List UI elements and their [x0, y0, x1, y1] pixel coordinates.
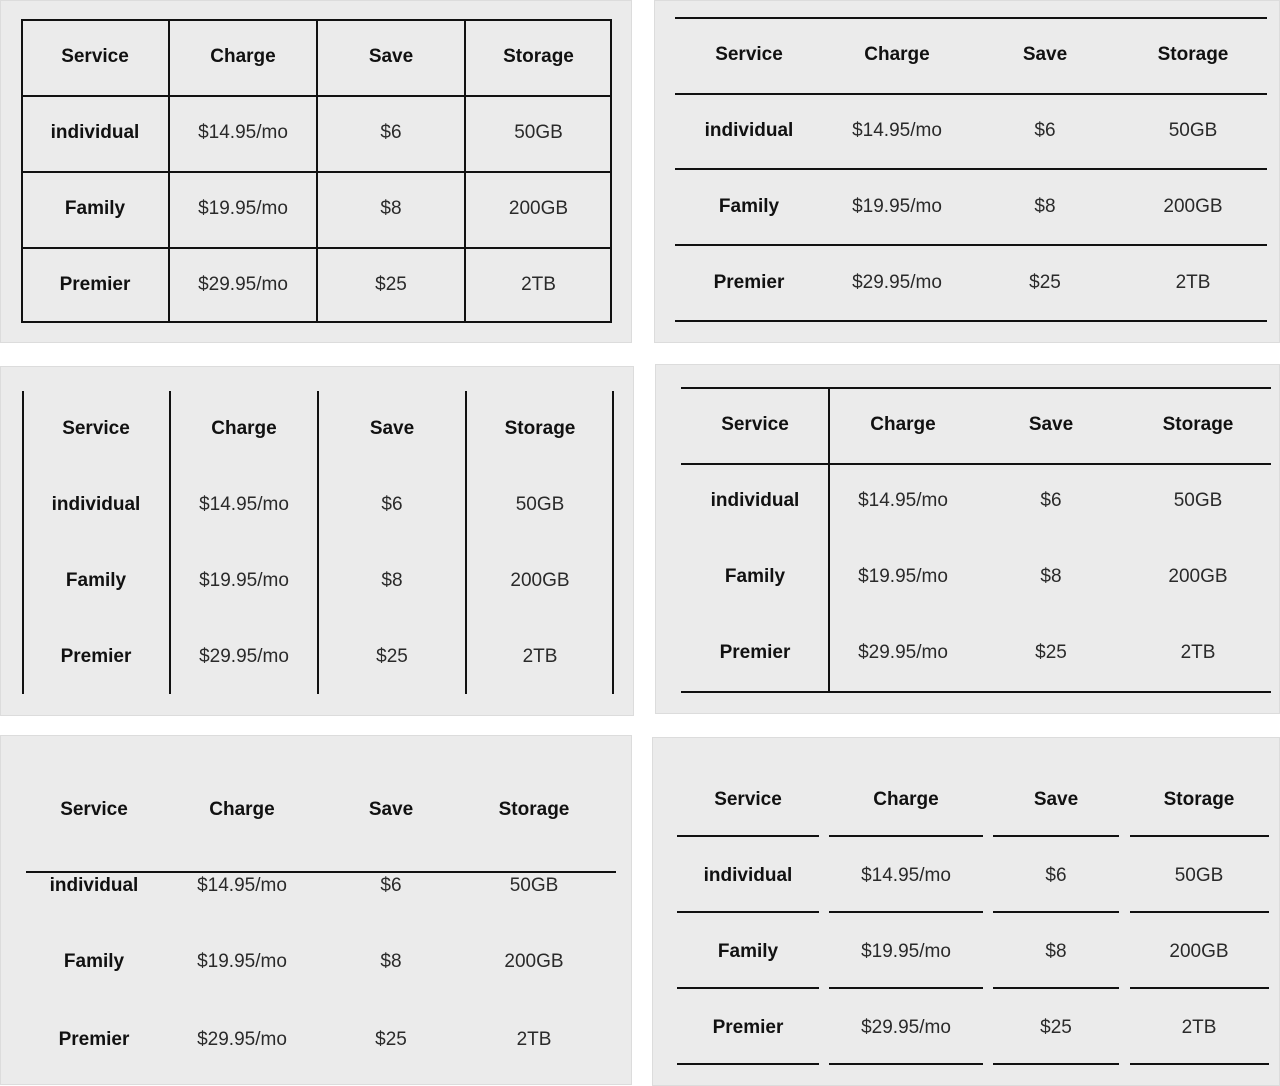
header-service: Service [714, 789, 782, 810]
table-variant-horizontal-rules [654, 0, 1280, 343]
cell-charge: $14.95/mo [861, 865, 951, 886]
cell-save: $6 [380, 122, 402, 143]
cell-storage: 50GB [1168, 120, 1218, 141]
header-charge: Charge [209, 799, 275, 820]
cell-service: Family [64, 198, 126, 219]
table-row [677, 990, 1269, 1066]
rule-line [677, 987, 819, 989]
cell-service: Family [63, 951, 125, 972]
table-variant-segmented-underlines [652, 737, 1280, 1086]
cell-service: Premier [719, 642, 791, 663]
cell-service: Premier [713, 272, 785, 293]
rule-line [829, 1063, 983, 1065]
cell-charge: $29.95/mo [197, 1029, 287, 1050]
rule-line [677, 911, 819, 913]
rule-line [993, 987, 1119, 989]
rule-line [26, 871, 616, 873]
table-row [677, 838, 1269, 914]
cell-service: individual [49, 875, 139, 896]
pricing-table [22, 391, 614, 694]
cell-storage: 200GB [510, 570, 570, 591]
header-service: Service [721, 414, 789, 435]
rule-line [829, 987, 983, 989]
cell-charge: $14.95/mo [858, 490, 948, 511]
cell-storage: 50GB [1174, 865, 1224, 886]
cell-save: $6 [1034, 120, 1056, 141]
pricing-table [677, 762, 1269, 1066]
header-service: Service [60, 799, 128, 820]
cell-charge: $29.95/mo [199, 646, 289, 667]
cell-save: $6 [1045, 865, 1067, 886]
cell-storage: 2TB [1180, 642, 1216, 663]
cell-service: Family [718, 196, 780, 217]
cell-service: Family [724, 566, 786, 587]
header-storage: Storage [1162, 414, 1234, 435]
cell-storage: 50GB [509, 875, 559, 896]
table-row [681, 539, 1271, 615]
cell-storage: 50GB [1173, 490, 1223, 511]
rule-line [1130, 911, 1269, 913]
rule-line [169, 391, 171, 694]
cell-save: $8 [380, 951, 402, 972]
cell-charge: $14.95/mo [197, 875, 287, 896]
header-charge: Charge [210, 46, 276, 67]
header-storage: Storage [498, 799, 570, 820]
pricing-table [26, 772, 616, 1076]
cell-save: $25 [375, 274, 407, 295]
cell-charge: $29.95/mo [198, 274, 288, 295]
header-row [677, 762, 1269, 838]
cell-save: $25 [375, 1029, 407, 1050]
rule-line [22, 391, 24, 694]
rule-line [675, 17, 1267, 19]
cell-save: $6 [1040, 490, 1062, 511]
grid-line [464, 19, 466, 323]
table-row [681, 463, 1271, 539]
cell-storage: 2TB [521, 274, 556, 295]
header-charge: Charge [873, 789, 939, 810]
rule-line [829, 835, 983, 837]
cell-service: individual [703, 865, 793, 886]
cell-storage: 200GB [508, 198, 569, 219]
cell-save: $25 [376, 646, 408, 667]
rule-line [993, 911, 1119, 913]
cell-storage: 200GB [1169, 941, 1229, 962]
header-row [26, 772, 616, 848]
rule-line [1130, 835, 1269, 837]
rule-line [675, 244, 1267, 246]
cell-charge: $19.95/mo [199, 570, 289, 591]
table-variant-vertical-rules [0, 366, 634, 716]
cell-save: $8 [380, 198, 402, 219]
grid-line [168, 19, 170, 323]
rule-line [465, 391, 467, 694]
rule-line [612, 391, 614, 694]
grid-line [316, 19, 318, 323]
cell-storage: 50GB [514, 122, 563, 143]
table-variant-full-grid [0, 0, 632, 343]
cell-service: individual [50, 122, 140, 143]
cell-storage: 2TB [516, 1029, 552, 1050]
rule-line [993, 835, 1119, 837]
table-row [26, 1000, 616, 1080]
rule-line [675, 168, 1267, 170]
header-charge: Charge [864, 44, 930, 65]
header-save: Save [1028, 414, 1074, 435]
cell-charge: $14.95/mo [199, 494, 289, 515]
rule-line [1130, 1063, 1269, 1065]
cell-charge: $19.95/mo [858, 566, 948, 587]
cell-save: $8 [1045, 941, 1067, 962]
table-row [675, 169, 1267, 245]
rule-line [317, 391, 319, 694]
rule-line [677, 1063, 819, 1065]
cell-save: $8 [1034, 196, 1056, 217]
cell-save: $6 [380, 875, 402, 896]
cell-storage: 200GB [504, 951, 564, 972]
header-save: Save [1022, 44, 1068, 65]
cell-charge: $14.95/mo [198, 122, 288, 143]
cell-storage: 2TB [1181, 1017, 1217, 1038]
grid-line [610, 19, 612, 323]
cell-save: $8 [1040, 566, 1062, 587]
table-row [675, 245, 1267, 321]
rule-line [677, 835, 819, 837]
header-row [681, 387, 1271, 463]
header-service: Service [715, 44, 783, 65]
table-row [26, 924, 616, 1000]
pricing-table [675, 17, 1267, 322]
rule-line [681, 463, 1271, 465]
rule-line [681, 691, 1271, 693]
cell-charge: $19.95/mo [198, 198, 288, 219]
table-variant-first-column-divider [655, 364, 1280, 714]
cell-charge: $29.95/mo [852, 272, 942, 293]
header-save: Save [368, 46, 414, 67]
header-storage: Storage [1157, 44, 1229, 65]
header-service: Service [61, 46, 129, 67]
cell-storage: 50GB [515, 494, 565, 515]
header-save: Save [369, 418, 415, 439]
header-service: Service [62, 418, 130, 439]
header-storage: Storage [503, 46, 574, 67]
cell-service: Premier [58, 1029, 130, 1050]
rule-line [828, 387, 830, 693]
pricing-table [681, 387, 1271, 693]
header-storage: Storage [504, 418, 576, 439]
cell-service: individual [704, 120, 794, 141]
cell-charge: $14.95/mo [852, 120, 942, 141]
cell-save: $25 [1035, 642, 1067, 663]
cell-charge: $19.95/mo [861, 941, 951, 962]
cell-charge: $19.95/mo [197, 951, 287, 972]
table-variant-header-underline [0, 735, 632, 1085]
table-row [675, 93, 1267, 169]
header-charge: Charge [211, 418, 277, 439]
rule-line [675, 93, 1267, 95]
cell-save: $6 [381, 494, 403, 515]
cell-save: $25 [1029, 272, 1061, 293]
rule-line [681, 387, 1271, 389]
cell-charge: $29.95/mo [858, 642, 948, 663]
pricing-table [21, 19, 612, 323]
header-save: Save [1033, 789, 1079, 810]
table-row [677, 914, 1269, 990]
header-save: Save [368, 799, 414, 820]
cell-service: Family [717, 941, 779, 962]
header-storage: Storage [1163, 789, 1235, 810]
rule-line [1130, 987, 1269, 989]
cell-service: individual [710, 490, 800, 511]
cell-storage: 2TB [1175, 272, 1211, 293]
rule-line [993, 1063, 1119, 1065]
rule-line [829, 911, 983, 913]
cell-service: Premier [712, 1017, 784, 1038]
cell-save: $8 [381, 570, 403, 591]
grid-line [21, 19, 23, 323]
table-row [26, 848, 616, 924]
cell-storage: 200GB [1163, 196, 1223, 217]
header-charge: Charge [870, 414, 936, 435]
table-row [681, 615, 1271, 691]
rule-line [675, 320, 1267, 322]
cell-storage: 2TB [522, 646, 558, 667]
cell-service: Premier [59, 274, 131, 295]
cell-service: Family [65, 570, 127, 591]
cell-save: $25 [1040, 1017, 1072, 1038]
cell-storage: 200GB [1168, 566, 1228, 587]
cell-service: individual [51, 494, 141, 515]
cell-charge: $19.95/mo [852, 196, 942, 217]
header-row [675, 17, 1267, 93]
cell-service: Premier [60, 646, 132, 667]
cell-charge: $29.95/mo [861, 1017, 951, 1038]
